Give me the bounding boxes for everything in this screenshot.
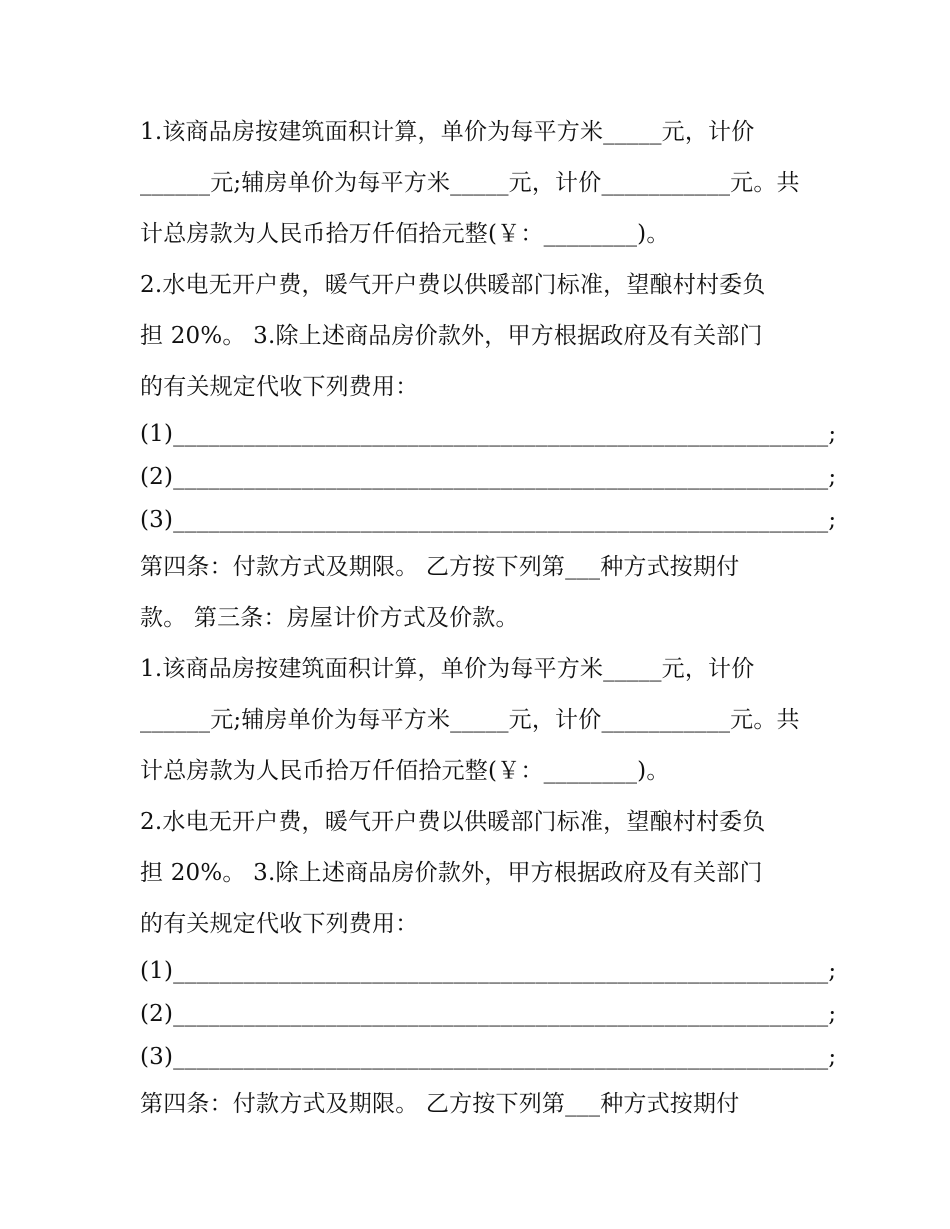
document-page [140, 107, 837, 1130]
fee-line-1: (1)________________________________________________________; [140, 421, 837, 447]
fee-line-2: (2)________________________________________________________; [140, 1001, 837, 1027]
text-line: 的有关规定代收下列费用： [140, 374, 419, 400]
text-line: ______元;辅房单价为每平方米_____元，计价___________元。共 [140, 707, 800, 733]
text-line: 第四条：付款方式及期限。 乙方按下列第___种方式按期付 [140, 554, 740, 580]
text-line: 计总房款为人民币拾万仟佰拾元整(￥：________)。 [140, 758, 670, 784]
text-line: 1.该商品房按建筑面积计算，单价为每平方米_____元，计价 [140, 656, 755, 682]
text-line: ______元;辅房单价为每平方米_____元，计价___________元。共 [140, 170, 800, 196]
text-line: 2.水电无开户费，暖气开户费以供暖部门标准，望酿村村委负 [140, 809, 766, 835]
fee-line-3: (3)________________________________________________________; [140, 1044, 837, 1070]
text-line: 款。 第三条：房屋计价方式及价款。 [140, 605, 519, 631]
text-line: 计总房款为人民币拾万仟佰拾元整(￥：________)。 [140, 221, 670, 247]
text-line: 担 20%。 3.除上述商品房价款外，甲方根据政府及有关部门 [140, 860, 763, 886]
text-line: 的有关规定代收下列费用： [140, 911, 419, 937]
fee-line-3: (3)________________________________________________________; [140, 507, 837, 533]
text-line: 2.水电无开户费，暖气开户费以供暖部门标准，望酿村村委负 [140, 272, 766, 298]
text-line: 第四条：付款方式及期限。 乙方按下列第___种方式按期付 [140, 1091, 740, 1117]
text-line: 1.该商品房按建筑面积计算，单价为每平方米_____元，计价 [140, 119, 755, 145]
text-line: 担 20%。 3.除上述商品房价款外，甲方根据政府及有关部门 [140, 323, 763, 349]
fee-line-2: (2)________________________________________________________; [140, 464, 837, 490]
fee-line-1: (1)________________________________________________________; [140, 958, 837, 984]
